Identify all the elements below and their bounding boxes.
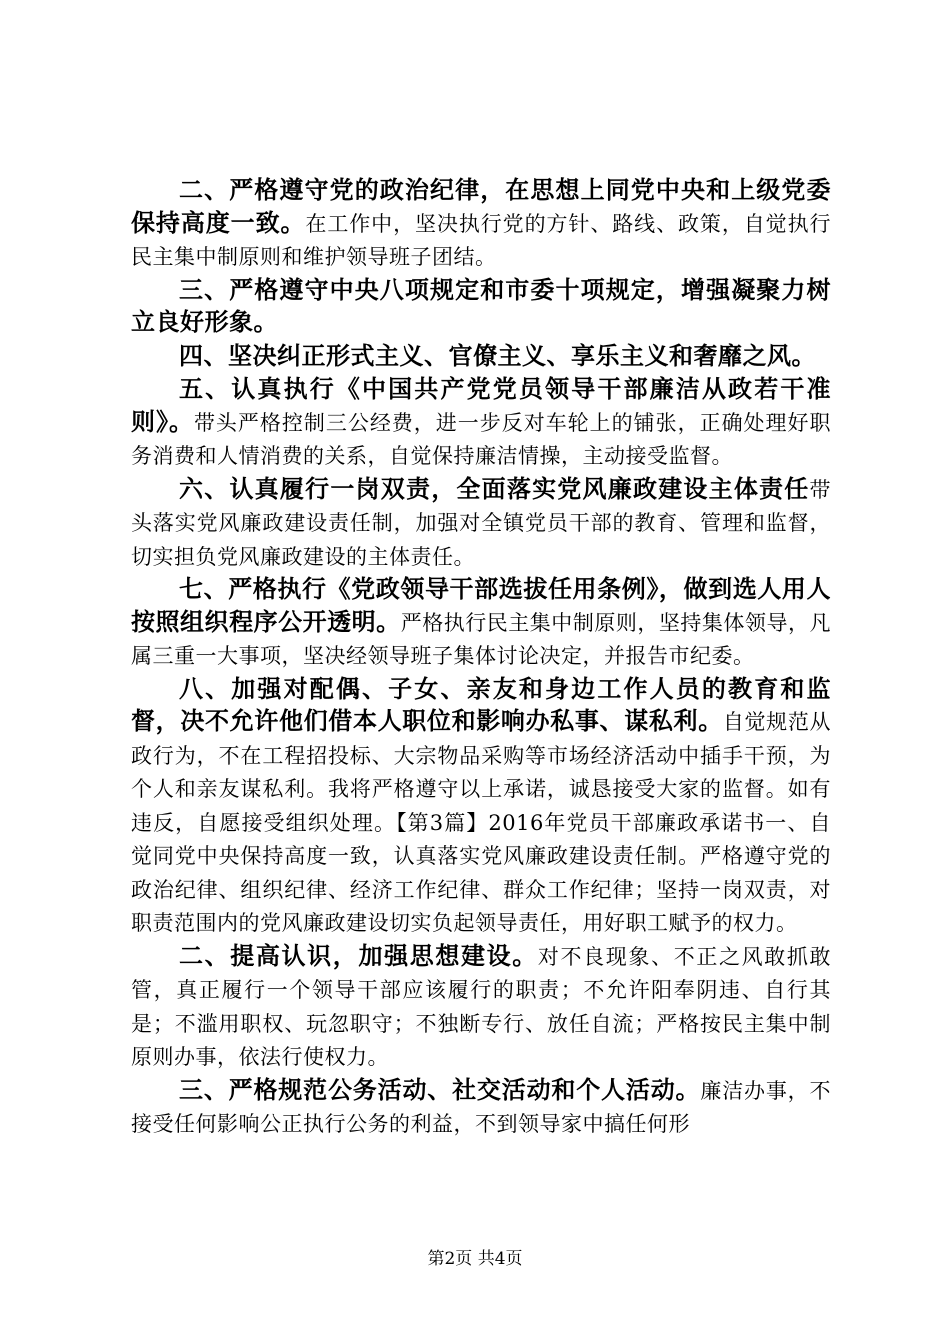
- paragraph-heading: 六、认真履行一岗双责，全面落实党风廉政建设主体责任: [179, 474, 810, 503]
- paragraph-3: [131, 274, 831, 340]
- document-body: [131, 174, 831, 1141]
- paragraph-heading: 二、提高认识，加强思想建设。: [179, 941, 538, 970]
- page-number-label: 第2页 共4页: [427, 1249, 523, 1269]
- paragraph-text: 带头严格控制三公经费，进一步反对车轮上的铺张，正确处理好职务消费和人情消费的关系，自觉保持廉洁情操，主动接受监督。: [131, 410, 831, 468]
- paragraph-9: [131, 940, 831, 1074]
- paragraph-text: 带头落实党风廉政建设责任制，加强对全镇党员干部的教育、管理和监督，切实担负党风廉政建设的主体责任。: [131, 477, 831, 569]
- paragraph-8: [131, 673, 831, 940]
- paragraph-text: 自觉规范从政行为，不在工程招投标、大宗物品采购等市场经济活动中插手干预，为个人和亲友谋私利。我将严格遵守以上承诺，诚恳接受大家的监督。如有违反，自愿接受组织处理。【第3篇】2016年党员干部廉政承诺书一、自觉同党中央保持高度一致，认真落实党风廉政建设责任制。严格遵守党的政治纪律、组织纪律、经济工作纪律、群众工作纪律；坚持一岗双责，对职责范围内的党风廉政建设切实负起领导责任，用好职工赋予的权力。: [131, 710, 832, 935]
- paragraph-heading: 七、严格执行《党政领导干部选拔任用条例》，做到选人用人按照组织程序公开透明。: [131, 575, 831, 636]
- paragraph-text: 严格执行民主集中制原则，坚持集体领导，凡属三重一大事项，坚决经领导班子集体讨论决定，并报告市纪委。: [131, 610, 832, 668]
- paragraph-heading: 二、严格遵守党的政治纪律，在思想上同党中央和上级党委保持高度一致。: [131, 176, 831, 237]
- paragraph-10: [131, 1074, 831, 1141]
- paragraph-5: [131, 373, 831, 473]
- paragraph-heading: 五、认真执行《中国共产党党员领导干部廉洁从政若干准则》。: [131, 375, 831, 436]
- paragraph-heading: 四、坚决纠正形式主义、官僚主义、享乐主义和奢靡之风。: [179, 341, 816, 370]
- paragraph-6: [131, 473, 831, 574]
- paragraph-heading: 三、严格遵守中央八项规定和市委十项规定，增强凝聚力树立良好形象。: [131, 275, 831, 336]
- paragraph-4: [131, 340, 831, 374]
- page-footer: [0, 1244, 950, 1269]
- paragraph-heading: 八、加强对配偶、子女、亲友和身边工作人员的教育和监督，决不允许他们借本人职位和影响办私事、谋私利。: [131, 674, 831, 735]
- paragraph-2: [131, 174, 831, 274]
- paragraph-text: 对不良现象、不正之风敢抓敢管，真正履行一个领导干部应该履行的职责；不允许阳奉阴违、自行其是；不滥用职权、玩忽职守；不独断专行、放任自流；严格按民主集中制原则办事，依法行使权力。: [131, 944, 832, 1069]
- paragraph-text: 在工作中，坚决执行党的方针、路线、政策，自觉执行民主集中制原则和维护领导班子团结。: [131, 211, 832, 269]
- paragraph-heading: 三、严格规范公务活动、社交活动和个人活动。: [179, 1075, 701, 1104]
- paragraph-7: [131, 573, 831, 673]
- paragraph-text: 廉洁办事，不接受任何影响公正执行公务的利益，不到领导家中搞任何形: [131, 1078, 832, 1136]
